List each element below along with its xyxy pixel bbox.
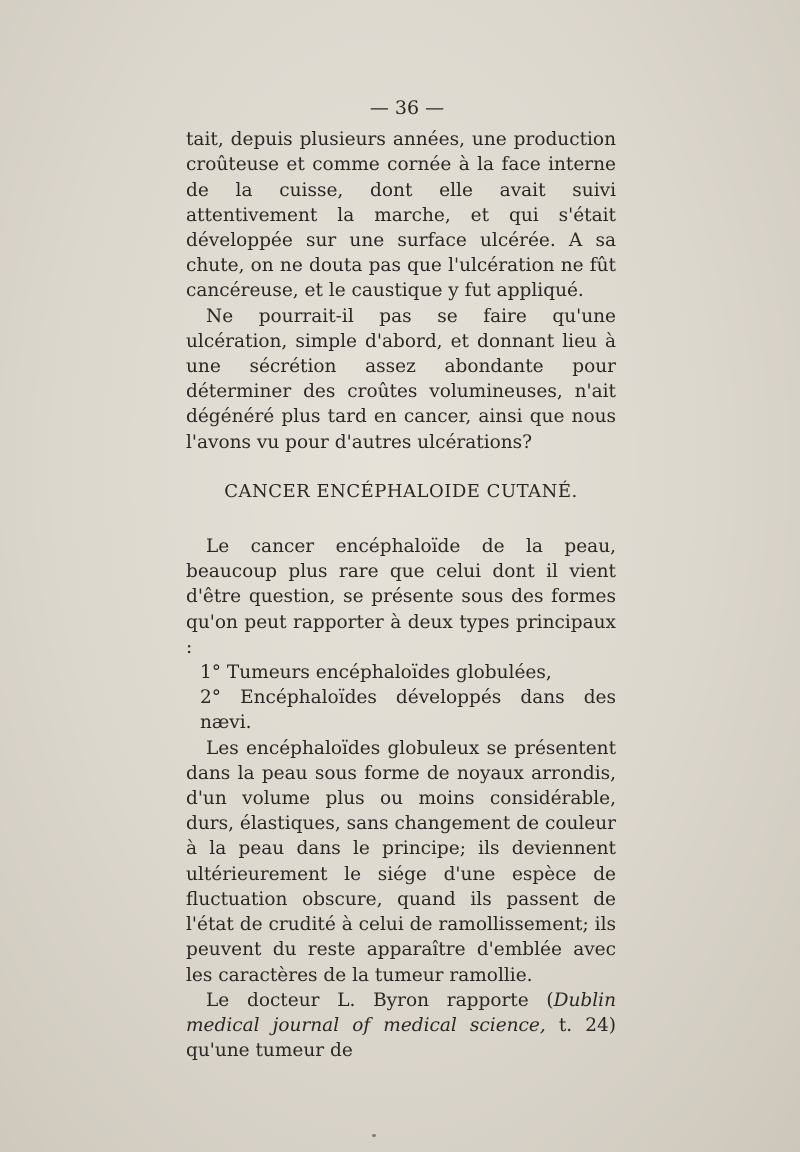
text-block (186, 96, 616, 1063)
journal-citation: Dublin medical journal of medical science, (186, 989, 616, 1036)
section-heading: CANCER ENCÉPHALOIDE CUTANÉ. (224, 480, 578, 502)
ink-spot (372, 1134, 376, 1137)
byron-text-after: t. 24) qu'une tumeur de (186, 1014, 616, 1062)
paragraph-continuation: tait, depuis plusieurs années, une production croûteuse et comme cornée à la face interne de la cuisse, dont elle avait suivi attentivement la marche, et qui s'était développée sur une surface ulcérée. A sa chute, on ne douta pas que l'ulcération ne fût cancéreuse, et le caustique y fut appliqué. (186, 129, 616, 302)
paragraph-intro: Le cancer encéphaloïde de la peau, beaucoup plus rare que celui dont il vient d'être question, se présente sous des formes qu'on peut rapporter à deux types principaux : (186, 536, 616, 658)
paragraph-question: Ne pourrait-il pas se faire qu'une ulcération, simple d'abord, et donnant lieu à une sécrétion assez abondante pour déterminer des croûtes volumineuses, n'ait dégénéré plus tard en cancer, ainsi que nous l'avons vu pour d'autres ulcérations? (186, 305, 616, 453)
list-item-2: 2° Encéphaloïdes développés dans des nævi. (200, 687, 616, 734)
paragraph-byron (186, 988, 616, 1064)
byron-text-before: Le docteur L. Byron rapporte ( (206, 989, 554, 1011)
page-number: — 36 — (369, 97, 445, 119)
paragraph-globular: Les encéphaloïdes globuleux se présentent dans la peau sous forme de noyaux arrondis, d'un volume plus ou moins considérable, durs, élastiques, sans changement de couleur à la peau dans le principe; ils deviennent ultérieurement le siége d'une espèce de fluctuation obscure, quand ils passent de l'état de crudité à celui de ramollissement; ils peuvent du reste apparaître d'emblée avec les caractères de la tumeur ramollie. (186, 737, 616, 986)
list-item-1: 1° Tumeurs encéphaloïdes globulées, (200, 662, 552, 684)
